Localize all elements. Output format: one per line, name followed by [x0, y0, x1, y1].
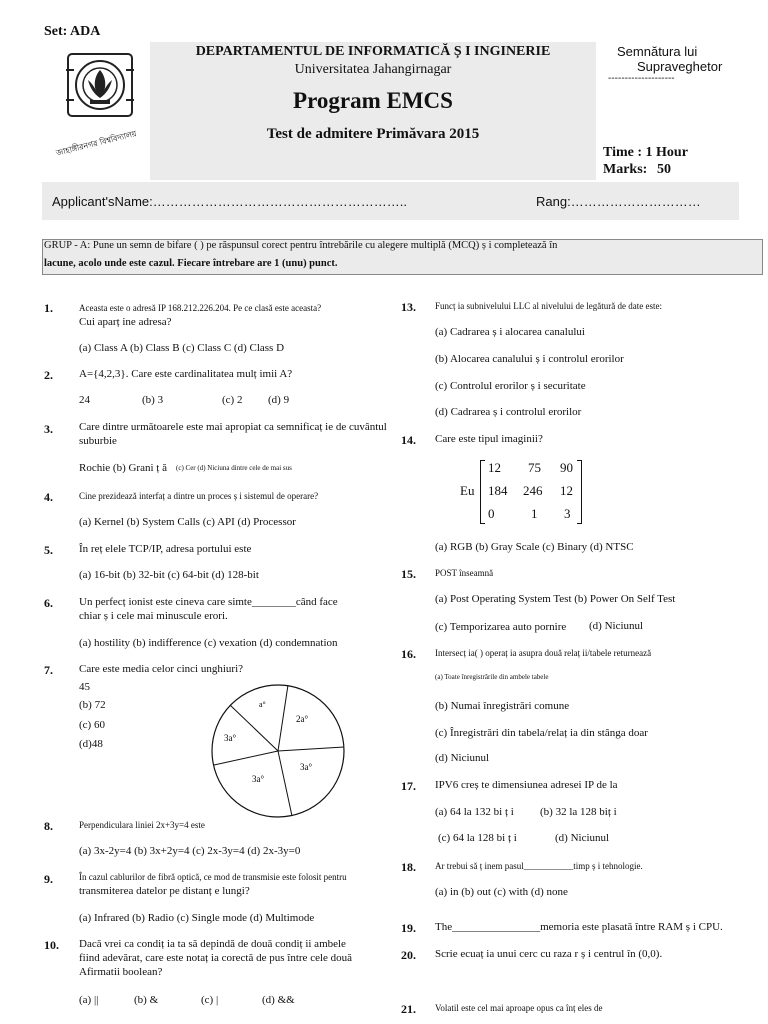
- option-d[interactable]: (d) &&: [262, 994, 295, 1006]
- university-name: Universitatea Jahangirnagar: [294, 62, 452, 77]
- matrix-cell: 0: [488, 506, 495, 521]
- question-text: Volatil este cel mai aproape opus ca înț eles de: [435, 1003, 603, 1013]
- slice-label: 3a°: [252, 774, 265, 784]
- question-text: POST înseamnă: [435, 568, 494, 578]
- question-text: Afirmatii boolean?: [79, 966, 163, 978]
- question-number: 1.: [44, 301, 53, 315]
- set-label: Set: ADA: [44, 24, 101, 39]
- question-number: 6.: [44, 596, 53, 610]
- option-b[interactable]: (b) 72: [79, 699, 106, 711]
- matrix-bracket-right: [577, 460, 582, 524]
- option-a[interactable]: (a) ||: [79, 994, 99, 1006]
- question-number: 19.: [401, 921, 416, 935]
- option-c[interactable]: (c) Înregistrări din tabela/relaț ia din stânga doar: [435, 727, 648, 739]
- answer-options[interactable]: (a) in (b) out (c) with (d) none: [435, 886, 568, 898]
- applicant-name-field[interactable]: Applicant'sName:…………………………………………………..: [52, 194, 407, 209]
- question-number: 16.: [401, 647, 416, 661]
- slice-label: 3a°: [300, 762, 313, 772]
- question-text: A={4,2,3}. Care este cardinalitatea mulț imii A?: [79, 368, 293, 380]
- slice-label: a°: [259, 700, 266, 709]
- option-b[interactable]: (b) Numai înregistrări comune: [435, 700, 570, 712]
- option-b[interactable]: (b) 3: [142, 394, 164, 406]
- image-matrix: [460, 460, 590, 522]
- question-number: 9.: [44, 872, 53, 886]
- question-text: Ar trebui să ț inem pasul___________timp ș i tehnologie.: [435, 861, 643, 871]
- option-c[interactable]: (c) Temporizarea auto pornire: [435, 621, 567, 633]
- marks-label: Marks:: [603, 162, 648, 177]
- group-a-line1: GRUP - A: Pune un semn de bifare ( ) pe răspunsul corect pentru întrebările cu alegere multiplă (MCQ) ș i completează în: [44, 240, 558, 251]
- matrix-cell: 12: [488, 460, 501, 475]
- time-label: Time : 1 Hour: [603, 145, 688, 160]
- question-text: Funcț ia subnivelului LLC al nivelului de legătură de date este:: [435, 301, 662, 311]
- option-d[interactable]: (d) Niciunul: [435, 752, 490, 764]
- matrix-cell: 246: [523, 483, 543, 498]
- signature-label-1: Semnătura lui: [617, 44, 698, 59]
- marks-value: 50: [657, 162, 671, 177]
- question-text: Scrie ecuaț ia unui cerc cu raza r ș i centrul în (0,0).: [435, 948, 663, 960]
- answer-options-small[interactable]: (c) Cer (d) Niciuna dintre cele de mai sus: [176, 464, 292, 472]
- question-text: Aceasta este o adresă IP 168.212.226.204. Pe ce clasă este aceasta?: [79, 303, 322, 313]
- question-number: 7.: [44, 663, 53, 677]
- question-number: 15.: [401, 567, 416, 581]
- department-title: DEPARTAMENTUL DE INFORMATICĂ Ș I INGINERIE: [195, 44, 551, 59]
- rank-field[interactable]: Rang:…………………………: [536, 194, 701, 209]
- question-text: Cine prezidează interfaț a dintre un proces ș i sistemul de operare?: [79, 491, 319, 501]
- answer-options[interactable]: Rochie (b) Grani ț ă: [79, 462, 167, 474]
- question-number: 17.: [401, 779, 416, 793]
- question-text: chiar ș i cele mai minuscule erori.: [79, 610, 228, 622]
- matrix-label: Eu: [460, 483, 475, 498]
- test-title: Test de admitere Primăvara 2015: [266, 126, 480, 142]
- answer-options[interactable]: (a) 16-bit (b) 32-bit (c) 64-bit (d) 128-bit: [79, 569, 259, 581]
- question-number: 18.: [401, 860, 416, 874]
- matrix-bracket-left: [480, 460, 485, 524]
- signature-label-2: Supraveghetor: [637, 59, 723, 74]
- option-a[interactable]: 24: [79, 394, 90, 406]
- option-b[interactable]: (b) Alocarea canalului ș i controlul erorilor: [435, 353, 624, 365]
- question-text: Dacă vrei ca condiț ia ta să depindă de două condiț ii ambele: [79, 938, 346, 950]
- question-number: 21.: [401, 1002, 416, 1016]
- option-a[interactable]: (a) Cadrarea ș i alocarea canalului: [435, 326, 585, 338]
- option-a[interactable]: (a) Toate înregistrările din ambele tabele: [435, 673, 549, 681]
- signature-line: --------------------: [608, 73, 675, 84]
- answer-options[interactable]: (a) Post Operating System Test (b) Power On Self Test: [435, 593, 676, 605]
- option-a[interactable]: (a) 64 la 132 bi ț i: [435, 806, 514, 818]
- question-number: 13.: [401, 300, 416, 314]
- question-text: suburbie: [79, 435, 117, 447]
- question-text: Intersecț ia( ) operaț ia asupra două relaț ii/tabele returnează: [435, 648, 652, 658]
- question-text: Care este media celor cinci unghiuri?: [79, 663, 244, 675]
- answer-options[interactable]: (a) Infrared (b) Radio (c) Single mode (d) Multimode: [79, 912, 315, 924]
- matrix-cell: 75: [528, 460, 541, 475]
- matrix-cell: 3: [564, 506, 571, 521]
- question-number: 10.: [44, 938, 59, 952]
- answer-options[interactable]: (a) Class A (b) Class B (c) Class C (d) Class D: [79, 342, 285, 354]
- question-text: IPV6 creș te dimensiunea adresei IP de la: [435, 779, 618, 791]
- option-b[interactable]: (b) 32 la 128 biț i: [540, 806, 617, 818]
- question-text: Un perfecț ionist este cineva care simte________când face: [79, 596, 338, 608]
- option-c[interactable]: (c) 60: [79, 719, 105, 731]
- group-a-line2: lacune, acolo unde este cazul. Fiecare întrebare are 1 (unu) punct.: [44, 258, 338, 269]
- question-text: În cazul cablurilor de fibră optică, ce mod de transmisie este folosit pentru: [79, 872, 347, 882]
- answer-options[interactable]: (a) hostility (b) indifference (c) vexation (d) condemnation: [79, 637, 338, 649]
- option-d[interactable]: (d) Niciunul: [555, 832, 610, 844]
- answer-options[interactable]: (a) 3x-2y=4 (b) 3x+2y=4 (c) 2x-3y=4 (d) 2x-3y=0: [79, 845, 301, 857]
- question-text: transmiterea datelor pe distanț e lungi?: [79, 885, 250, 897]
- question-text: The________________memoria este plasată între RAM ș i CPU.: [435, 921, 723, 933]
- option-c[interactable]: (c) |: [201, 994, 219, 1006]
- question-text: Care este tipul imaginii?: [435, 433, 543, 445]
- option-d[interactable]: (d) Cadrarea ș i controlul erorilor: [435, 406, 582, 418]
- option-c[interactable]: (c) 64 la 128 bi ț i: [438, 832, 517, 844]
- matrix-cell: 90: [560, 460, 573, 475]
- question-number: 14.: [401, 433, 416, 447]
- option-a[interactable]: 45: [79, 681, 90, 693]
- option-c[interactable]: (c) Controlul erorilor ș i securitate: [435, 380, 586, 392]
- option-b[interactable]: (b) &: [134, 994, 159, 1006]
- question-number: 5.: [44, 543, 53, 557]
- option-c[interactable]: (c) 2: [222, 394, 243, 406]
- angle-pie-diagram: [210, 683, 346, 819]
- question-text: Cui aparț ine adresa?: [79, 316, 172, 328]
- question-text: Perpendiculara liniei 2x+3y=4 este: [79, 820, 205, 830]
- question-number: 20.: [401, 948, 416, 962]
- answer-options[interactable]: (a) Kernel (b) System Calls (c) API (d) Processor: [79, 516, 296, 528]
- question-text: Care dintre următoarele este mai apropiat ca semnificaț ie de cuvântul: [79, 421, 387, 433]
- question-number: 8.: [44, 819, 53, 833]
- question-text: fiind adevărat, care este notaț ia corectă de pus între cele două: [79, 952, 353, 964]
- option-d[interactable]: (d) 9: [268, 394, 290, 406]
- question-number: 2.: [44, 368, 53, 382]
- question-number: 4.: [44, 490, 53, 504]
- slice-label: 3a°: [224, 733, 237, 743]
- question-number: 3.: [44, 422, 53, 436]
- question-text: În reț elele TCP/IP, adresa portului este: [79, 543, 252, 555]
- option-d[interactable]: (d)48: [79, 738, 103, 750]
- matrix-cell: 12: [560, 483, 573, 498]
- program-title: Program EMCS: [293, 88, 453, 113]
- slice-label: 2a°: [296, 714, 309, 724]
- option-d[interactable]: (d) Niciunul: [589, 620, 644, 632]
- answer-options[interactable]: (a) RGB (b) Gray Scale (c) Binary (d) NTSC: [435, 541, 634, 553]
- matrix-cell: 184: [488, 483, 508, 498]
- logo-caption: জাহাঙ্গীরনগর বিশ্ববিদ্যালয়: [55, 129, 138, 158]
- matrix-cell: 1: [531, 506, 538, 521]
